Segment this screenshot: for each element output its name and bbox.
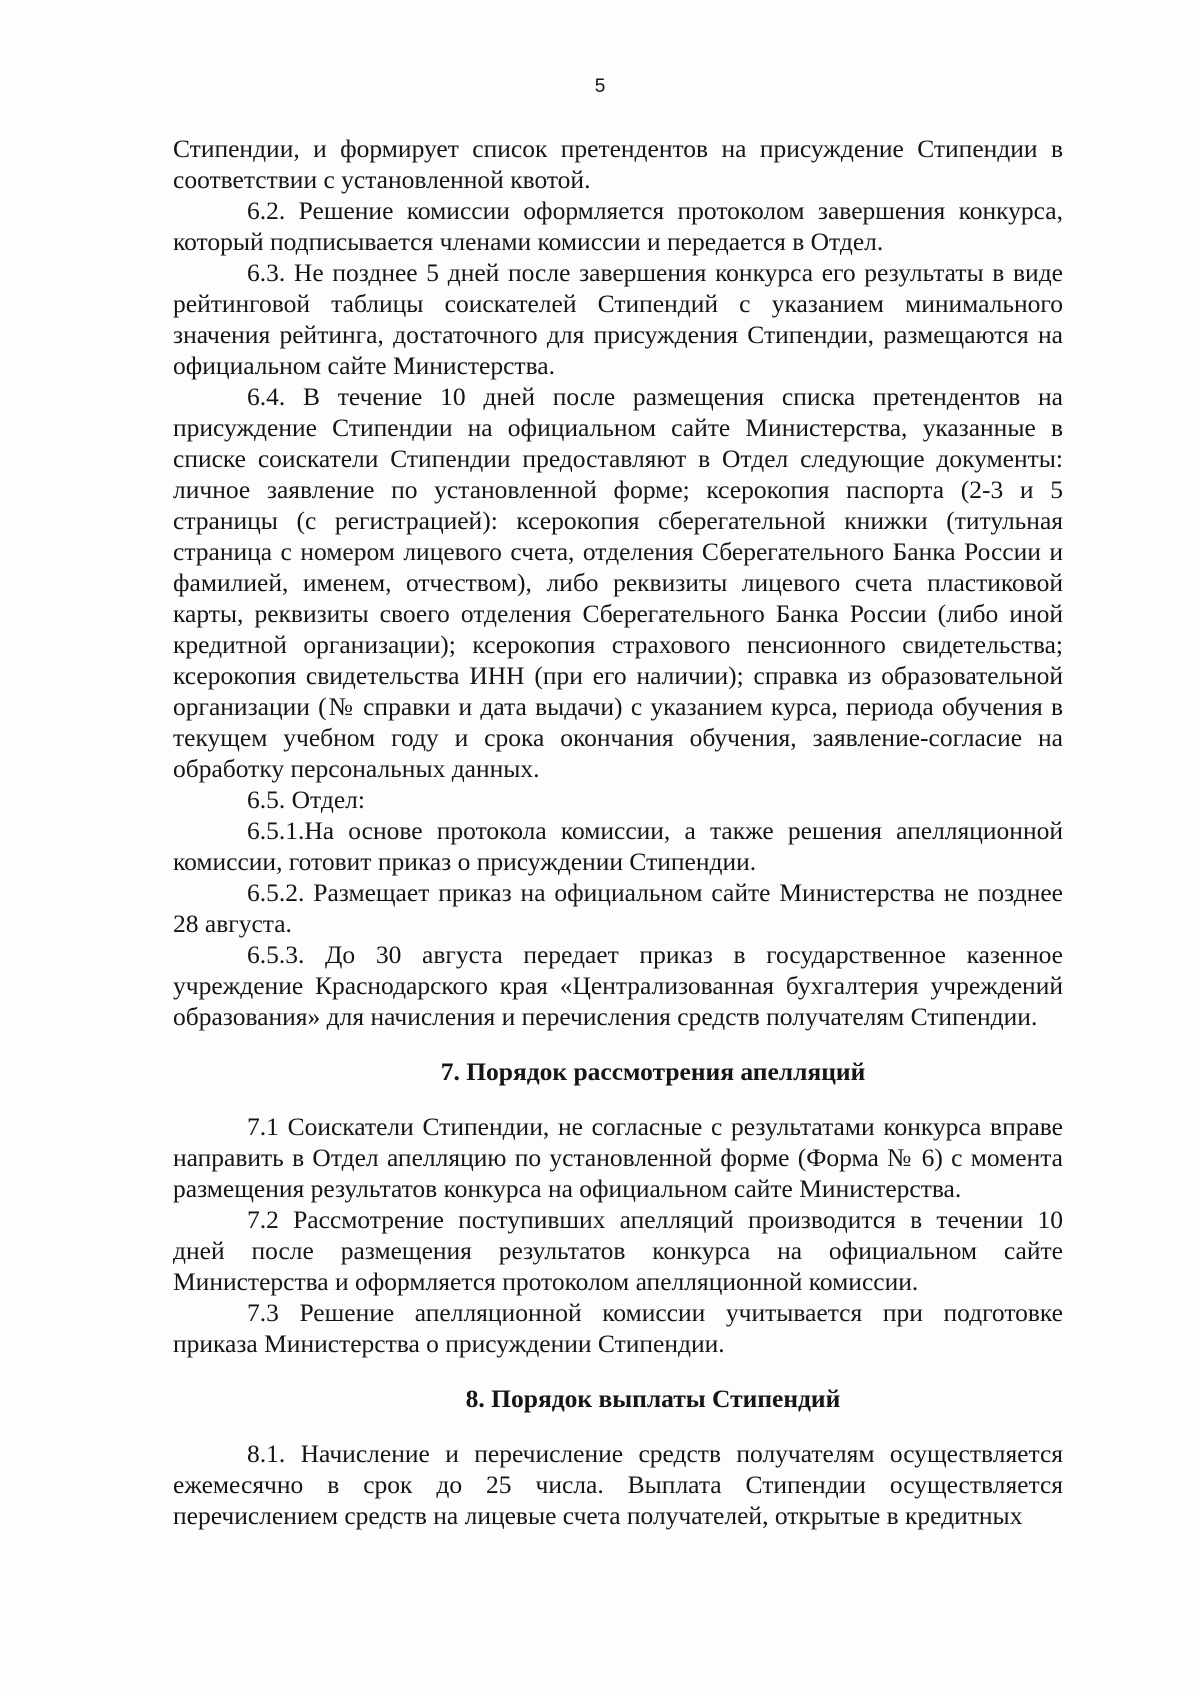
paragraph-6-5-1: 6.5.1.На основе протокола комиссии, а также решения апелляционной комиссии, готовит приказ о присуждении Стипендии. [173, 816, 1063, 876]
paragraph-7-3: 7.3 Решение апелляционной комиссии учитывается при подготовке приказа Министерства о присуждении Стипендии. [173, 1298, 1063, 1358]
paragraph-6-5-3: 6.5.3. До 30 августа передает приказ в государственное казенное учреждение Краснодарского края «Централизованная бухгалтерия учреждений образования» для начисления и перечисления средств получателям Стипендии. [173, 940, 1063, 1031]
paragraph-8-1: 8.1. Начисление и перечисление средств получателям осуществляется ежемесячно в срок до 25 числа. Выплата Стипендии осуществляется перечислением средств на лицевые счета получателей, открытые в кредитных [173, 1439, 1063, 1530]
page-number: 5 [594, 76, 606, 97]
paragraph-7-2: 7.2 Рассмотрение поступивших апелляций производится в течении 10 дней после размещения результатов конкурса на официальном сайте Министерства и оформляется протоколом апелляционной комиссии. [173, 1205, 1063, 1296]
section-8-heading: 8. Порядок выплаты Стипендий [465, 1384, 841, 1413]
paragraph-6-4: 6.4. В течение 10 дней после размещения списка претендентов на присуждение Стипендии на официальном сайте Министерства, указанные в списке соискатели Стипендии предоставляют в Отдел следующие документы: личное заявление по установленной форме; ксерокопия паспорта (2-3 и 5 страницы (с регистрацией): ксерокопия сберегательной книжки (титульная страница с номером лицевого счета, отделения Сберегательного Банка России и фамилией, именем, отчеством), либо реквизиты лицевого счета пластиковой карты, реквизиты своего отделения Сберегательного Банка России (либо иной кредитной организации); ксерокопия страхового пенсионного свидетельства; ксерокопия свидетельства ИНН (при его наличии); справка из образовательной организации (№ справки и дата выдачи) с указанием курса, периода обучения в текущем учебном году и срока окончания обучения, заявление-согласие на обработку персональных данных. [173, 382, 1063, 783]
paragraph-6-2: 6.2. Решение комиссии оформляется протоколом завершения конкурса, который подписывается членами комиссии и передается в Отдел. [173, 196, 1063, 256]
document-body [173, 133, 1063, 1531]
paragraph-6-5-2: 6.5.2. Размещает приказ на официальном сайте Министерства не позднее 28 августа. [173, 878, 1063, 938]
paragraph-6-5: 6.5. Отдел: [247, 785, 365, 814]
paragraph-7-1: 7.1 Соискатели Стипендии, не согласные с результатами конкурса вправе направить в Отдел апелляцию по установленной форме (Форма № 6) с момента размещения результатов конкурса на официальном сайте Министерства. [173, 1112, 1063, 1203]
paragraph-6-1-continued: Стипендии, и формирует список претендентов на присуждение Стипендии в соответствии с установленной квотой. [173, 134, 1063, 194]
section-7-heading: 7. Порядок рассмотрения апелляций [440, 1057, 866, 1086]
paragraph-6-3: 6.3. Не позднее 5 дней после завершения конкурса его результаты в виде рейтинговой таблицы соискателей Стипендий с указанием минимального значения рейтинга, достаточного для присуждения Стипендии, размещаются на официальном сайте Министерства. [173, 258, 1063, 380]
